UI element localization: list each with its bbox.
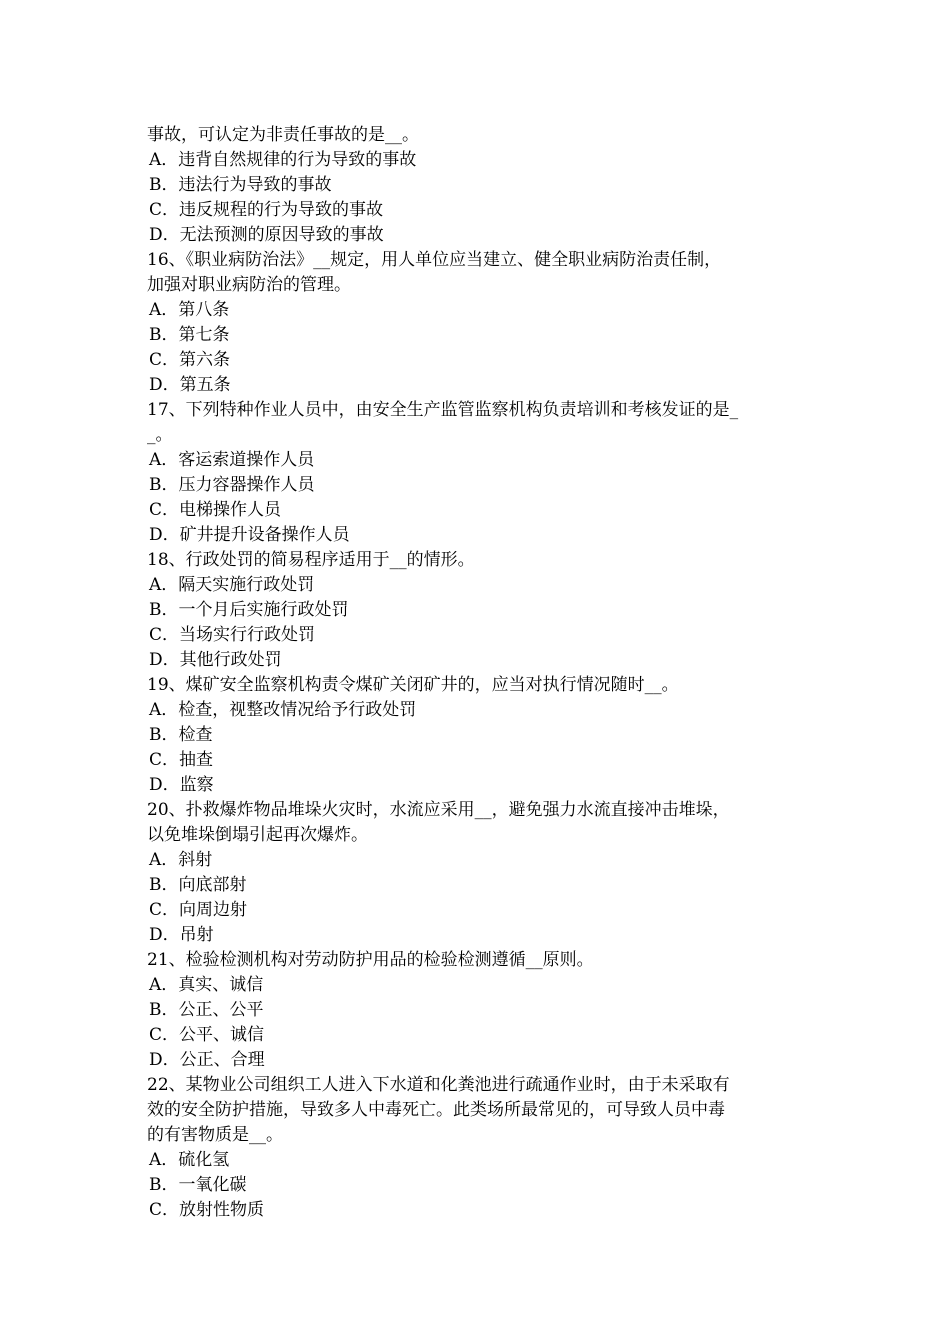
option-c: C．放射性物质: [149, 1200, 265, 1220]
option-a: A．违背自然规律的行为导致的事故: [149, 150, 417, 170]
document-page: [147, 123, 812, 1223]
option-c: C．违反规程的行为导致的事故: [149, 200, 384, 220]
option-c: C．当场实行行政处罚: [149, 625, 316, 645]
question-16-stem-cont: 加强对职业病防治的管理。: [147, 275, 351, 295]
option-d: D．第五条: [149, 375, 231, 395]
question-22-stem: 22、某物业公司组织工人进入下水道和化粪池进行疏通作业时，由于未采取有: [147, 1075, 730, 1095]
option-d: D．公正、合理: [149, 1050, 265, 1070]
option-b: B．公正、公平: [149, 1000, 264, 1020]
option-c: C．向周边射: [149, 900, 248, 920]
option-c: C．第六条: [149, 350, 231, 370]
option-a: A．斜射: [149, 850, 213, 870]
option-b: B．压力容器操作人员: [149, 475, 315, 495]
question-21-stem: 21、检验检测机构对劳动防护用品的检验检测遵循__原则。: [147, 950, 594, 970]
option-d: D．吊射: [149, 925, 214, 945]
option-a: A．真实、诚信: [149, 975, 264, 995]
option-b: B．一个月后实施行政处罚: [149, 600, 349, 620]
option-a: A．第八条: [149, 300, 230, 320]
option-b: B．一氧化碳: [149, 1175, 247, 1195]
option-d: D．无法预测的原因导致的事故: [149, 225, 384, 245]
option-a: A．硫化氢: [149, 1150, 230, 1170]
question-17-stem-cont: _。: [147, 425, 173, 445]
option-a: A．隔天实施行政处罚: [149, 575, 315, 595]
option-b: B．违法行为导致的事故: [149, 175, 332, 195]
option-d: D．矿井提升设备操作人员: [149, 525, 350, 545]
option-c: C．抽查: [149, 750, 214, 770]
question-15-stem-end: 事故，可认定为非责任事故的是__。: [147, 125, 419, 145]
option-b: B．第七条: [149, 325, 230, 345]
question-16-stem: 16、《职业病防治法》__规定，用人单位应当建立、健全职业病防治责任制，: [147, 250, 722, 270]
question-19-stem: 19、煤矿安全监察机构责令煤矿关闭矿井的，应当对执行情况随时__。: [147, 675, 679, 695]
option-a: A．客运索道操作人员: [149, 450, 315, 470]
question-20-stem: 20、扑救爆炸物品堆垛火灾时，水流应采用__，避免强力水流直接冲击堆垛，: [147, 800, 730, 820]
option-d: D．其他行政处罚: [149, 650, 282, 670]
option-d: D．监察: [149, 775, 214, 795]
question-18-stem: 18、行政处罚的简易程序适用于__的情形。: [147, 550, 475, 570]
question-17-stem: 17、下列特种作业人员中，由安全生产监管监察机构负责培训和考核发证的是_: [147, 400, 739, 420]
question-22-stem-cont: 效的安全防护措施，导致多人中毒死亡。此类场所最常见的，可导致人员中毒: [147, 1100, 725, 1120]
option-b: B．检查: [149, 725, 213, 745]
option-c: C．公平、诚信: [149, 1025, 265, 1045]
question-20-stem-cont: 以免堆垛倒塌引起再次爆炸。: [147, 825, 368, 845]
option-c: C．电梯操作人员: [149, 500, 282, 520]
option-b: B．向底部射: [149, 875, 247, 895]
option-a: A．检查，视整改情况给予行政处罚: [149, 700, 417, 720]
question-22-stem-cont: 的有害物质是__。: [147, 1125, 283, 1145]
